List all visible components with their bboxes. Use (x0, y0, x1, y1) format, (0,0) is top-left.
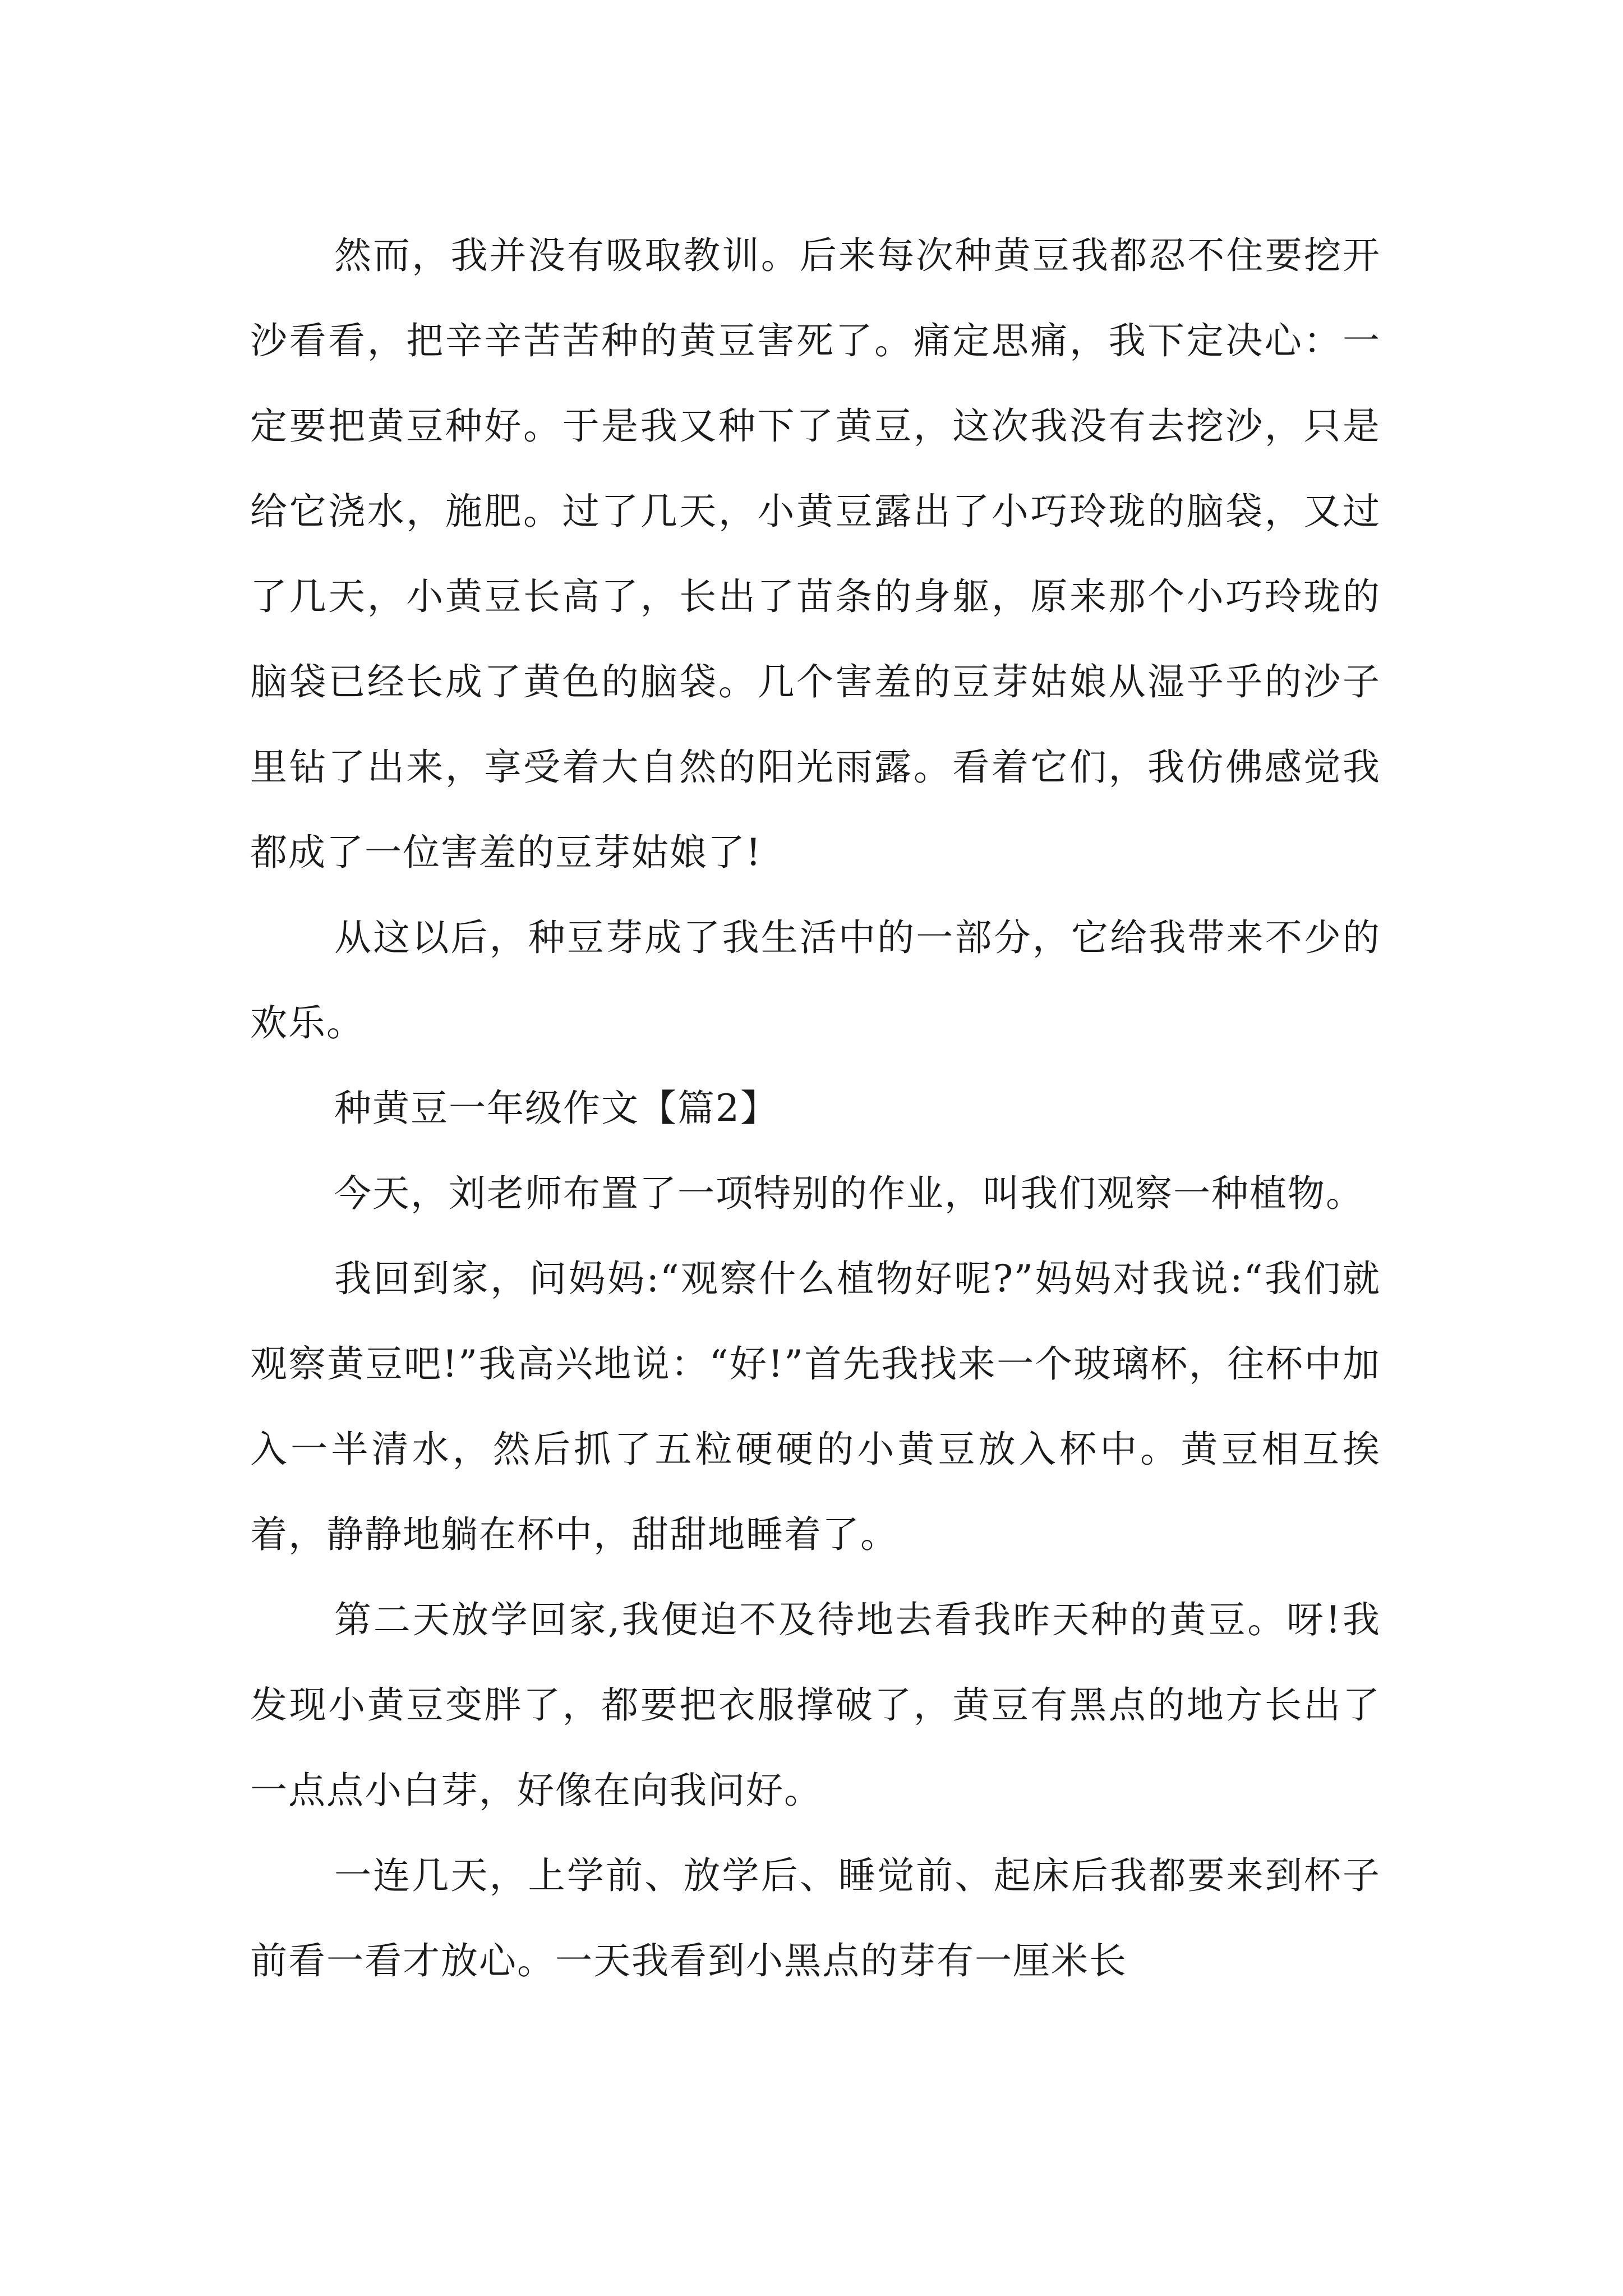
paragraph-2: 从这以后，种豆芽成了我生活中的一部分，它给我带来不少的欢乐。 (250, 916, 1381, 1045)
paragraph-3: 今天，刘老师布置了一项特别的作业，叫我们观察一种植物。 (334, 1172, 1364, 1215)
document-body (250, 213, 1381, 2004)
section-heading: 种黄豆一年级作文【篇2】 (334, 1087, 778, 1130)
paragraph-1: 然而，我并没有吸取教训。后来每次种黄豆我都忍不住要挖开沙看看，把辛辛苦苦种的黄豆害死了。痛定思痛，我下定决心：一定要把黄豆种好。于是我又种下了黄豆，这次我没有去挖沙，只是给它浇水，施肥。过了几天，小黄豆露出了小巧玲珑的脑袋，又过了几天，小黄豆长高了，长出了苗条的身躯，原来那个小巧玲珑的脑袋已经长成了黄色的脑袋。几个害羞的豆芽姑娘从湿乎乎的沙子里钻了出来，享受着大自然的阳光雨露。看着它们，我仿佛感觉我都成了一位害羞的豆芽姑娘了! (250, 234, 1381, 874)
paragraph-6: 一连几天，上学前、放学后、睡觉前、起床后我都要来到杯子前看一看才放心。一天我看到小黑点的芽有一厘米长 (250, 1854, 1381, 1982)
paragraph-5: 第二天放学回家,我便迫不及待地去看我昨天种的黄豆。呀!我发现小黄豆变胖了，都要把衣服撑破了，黄豆有黑点的地方长出了一点点小白芽，好像在向我问好。 (250, 1598, 1381, 1812)
paragraph-4: 我回到家，问妈妈:“观察什么植物好呢?”妈妈对我说:“我们就观察黄豆吧!”我高兴地说：“好!”首先我找来一个玻璃杯，往杯中加入一半清水，然后抓了五粒硬硬的小黄豆放入杯中。黄豆相互挨着，静静地躺在杯中，甜甜地睡着了。 (250, 1257, 1381, 1556)
